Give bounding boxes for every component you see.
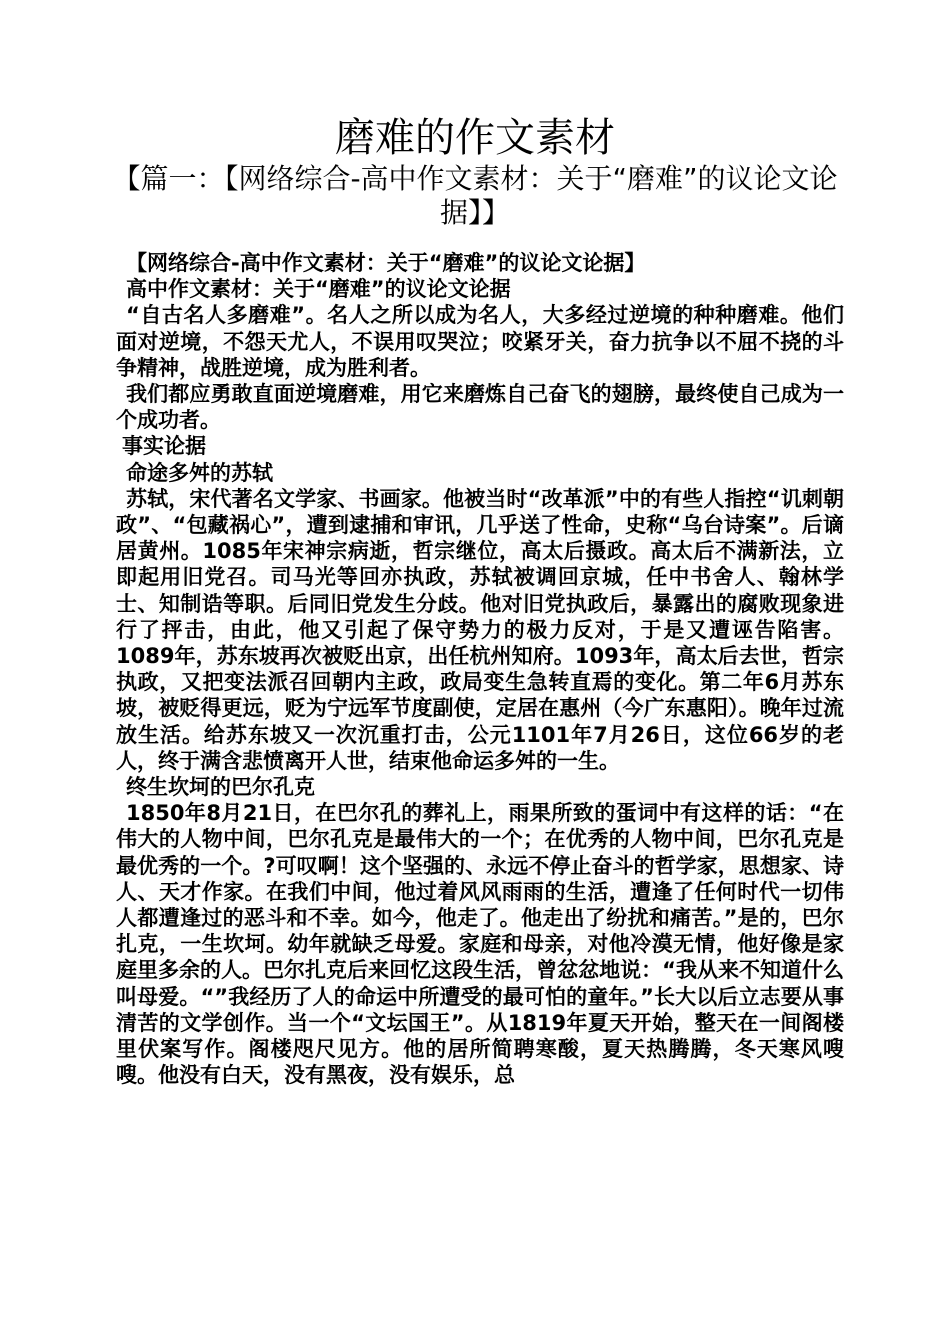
section-subheading: 高中作文素材：关于“磨难”的议论文论据 <box>126 277 511 302</box>
section-heading: 【网络综合-高中作文素材：关于“磨难”的议论文论据】 <box>126 251 646 275</box>
paragraph-intro: “自古名人多磨难”。名人之所以成为名人，大多经过逆境的种种磨难。他们面对逆境，不怨天尤人，不误用叹哭泣；咬紧牙关，奋力抗争以不屈不挠的斗争精神，战胜逆境，成为胜利者。 <box>116 303 844 380</box>
paragraph-balzac: 1850年8月21日，在巴尔孔的葬礼上，雨果所致的蛋词中有这样的话：“在伟大的人物中间，巴尔孔克是最伟大的一个；在优秀的人物中间，巴尔孔克是最优秀的一个。?可叹啊！这个坚强的、永远不停止奋斗的哲学家，思想家、诗人、天才作家。在我们中间，他过着风风雨雨的生活，遭逢了任何时代一切伟人都遭逢过的恶斗和不幸。如今，他走了。他走出了纷扰和痛苦。”是的，巴尔扎克，一生坎坷。幼年就缺乏母爱。家庭和母亲，对他冷漠无情，他好像是家庭里多余的人。巴尔扎克后来回忆这段生活，曾忿忿地说：“我从来不知道什么叫母爱。“”我经历了人的命运中所遭受的最可怕的童年。”长大以后立志要从事清苦的文学创作。当一个“文坛国王”。从1819年夏天开始，整天在一间阁楼里伏案写作。阁楼咫尺见方。他的居所简聘寒酸，夏天热腾腾，冬天寒风嗖嗖。他没有白天，没有黑夜，没有娱乐，总 <box>116 801 844 1088</box>
document-subtitle: 【篇一：【网络综合-高中作文素材：关于“磨难”的议论文论据】】 <box>112 162 838 229</box>
document-title: 磨难的作文素材 <box>335 115 615 161</box>
example-heading-balzac: 终生坎坷的巴尔孔克 <box>126 775 315 800</box>
paragraph-sushi: 苏轼，宋代著名文学家、书画家。他被当时“改革派”中的有些人指控“讥刺朝政”、“包藏祸心”，遭到逮捕和审讯，几乎送了性命，史称“乌台诗案”。后谪居黄州。1085年宋神宗病逝，哲宗继位，高太后摄政。高太后不满新法，立即起用旧党召。司马光等回亦执政，苏轼被调回京城，任中书舍人、翰林学士、知制诰等职。后同旧党发生分歧。他对旧党执政后，暴露出的腐败现象进行了抨击，由此，他又引起了保守势力的极力反对，于是又遭诬告陷害。1089年，苏东坡再次被贬出京，出任杭州知府。1093年，高太后去世，哲宗执政，又把变法派召回朝内主政，政局变生急转直焉的变化。第二年6月苏东坡，被贬得更远，贬为宁远军节度副使，定居在惠州（今广东惠阳）。晚年过流放生活。给苏东坡又一次沉重打击，公元1101年7月26日，这位66岁的老人，终于满含悲愤离开人世，结束他命运多舛的一生。 <box>116 486 844 773</box>
document-body <box>116 250 844 1089</box>
section-label-facts: 事实论据 <box>122 434 206 459</box>
example-heading-sushi: 命途多舛的苏轼 <box>126 460 273 485</box>
paragraph-conclusion: 我们都应勇敢直面逆境磨难，用它来磨炼自己奋飞的翅膀，最终使自己成为一个成功者。 <box>116 382 844 433</box>
